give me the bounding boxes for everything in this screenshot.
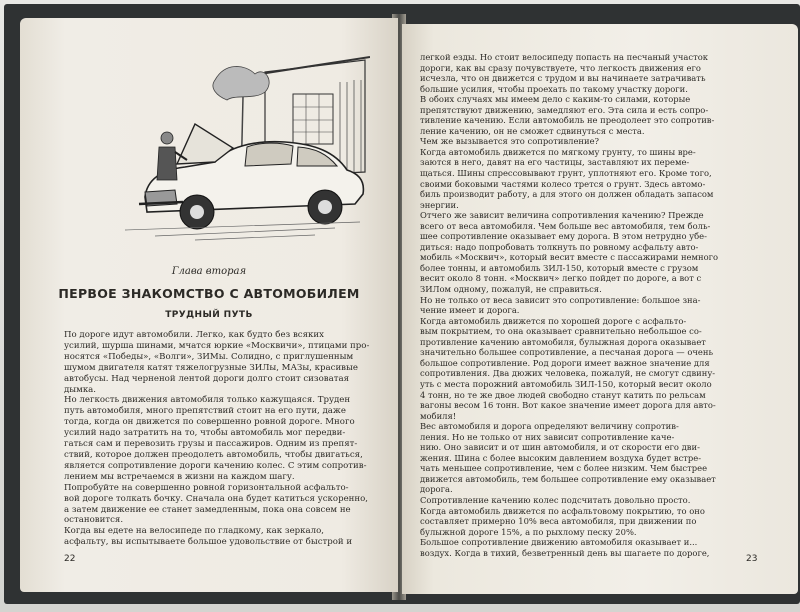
right-page-body	[420, 52, 780, 558]
text-line: более тонны, и автомобиль ЗИЛ-150, который вместе с грузом	[420, 262, 699, 273]
text-line: исчезла, что он движется с трудом и вы начинаете затрачивать	[420, 73, 706, 84]
chapter-title: ПЕРВОЕ ЗНАКОМСТВО С АВТОМОБИЛЕМ	[58, 286, 360, 301]
text-line: Попробуйте на совершенно ровной горизонтальной асфальто-	[64, 482, 349, 493]
right-page	[402, 24, 798, 594]
text-line: уть с места порожний автомобиль ЗИЛ-150, который весит около	[420, 378, 712, 389]
text-line: противление качению автомобиля, булыжная дорога оказывает	[420, 336, 706, 347]
text-line: автобусы. Над черненой лентой дороги долго стоит сизоватая	[64, 373, 350, 384]
text-line: дорога.	[420, 484, 453, 495]
text-line: Но легкость движения автомобиля только кажущаяся. Труден	[64, 395, 351, 406]
open-book	[4, 4, 800, 604]
text-line: большие усилия, чтобы проехать по такому участку дороги.	[420, 83, 688, 94]
text-line: вагоны весом 16 тонн. Вот какое значение имеет дорога для авто-	[420, 400, 716, 411]
text-line: энергии.	[420, 199, 459, 210]
text-line: путь автомобиля, много препятствий стоит на его пути, даже	[64, 406, 346, 417]
text-line: 4 тонн, но те же двое людей свободно станут катить по рельсам	[420, 389, 706, 400]
text-line: препятствуют движению, замедляют его. Эта сила и есть сопро-	[420, 104, 709, 115]
text-line: Отчего же зависит величина сопротивления качению? Прежде	[420, 210, 704, 221]
text-line: Когда автомобиль движется по мягкому грунту, то шины вре-	[420, 146, 696, 157]
text-line: Сопротивление качению колес подсчитать довольно просто.	[420, 494, 691, 505]
text-line: мобиля!	[420, 410, 457, 421]
car-illustration	[115, 52, 370, 242]
text-line: является сопротивление дороги качению колес. С этим сопротив-	[64, 460, 367, 471]
text-line: По дороге идут автомобили. Легко, как будто без всяких	[64, 330, 324, 340]
text-line: жения. Шина с более высоким давлением воздуха будет встре-	[420, 452, 702, 463]
text-line: щаться. Шины спрессовывают грунт, уплотняют его. Кроме того,	[420, 168, 712, 179]
text-line: движется автомобиль, тем большее сопротивление ему оказывает	[420, 473, 716, 484]
text-line: чение имеет и дорога.	[420, 305, 520, 316]
text-line: шее сопротивление оказывает ему дорога. В этом нетрудно убе-	[420, 231, 707, 242]
text-line: чать меньшее сопротивление, чем с более низким. Чем быстрее	[420, 463, 708, 474]
text-line: ление качению, он не сможет сдвинуться с места.	[420, 125, 645, 136]
text-line: нию. Оно зависит и от шин автомобиля, и от скорости его дви-	[420, 442, 700, 453]
text-line: ления. Но не только от них зависит сопротивление каче-	[420, 431, 675, 442]
text-line: заются в него, давят на его частицы, заставляют их переме-	[420, 157, 690, 168]
text-line: Чем же вызывается это сопротивление?	[420, 136, 600, 147]
text-line: ЗИЛом одному, пожалуй, не справиться.	[420, 284, 602, 295]
chapter-label: Глава вторая	[171, 266, 247, 277]
text-line: тогда, когда он движется по совершенно ровной дороге. Много	[64, 417, 355, 428]
text-line: значительно большее сопротивление, а песчаная дорога — очень	[420, 347, 714, 358]
text-line: сопротивления. Два дюжих человека, пожалуй, не смогут сдвину-	[420, 368, 716, 379]
text-line: Когда автомобиль движется по хорошей дороге с асфальто-	[420, 315, 687, 326]
text-line: воздух. Когда в тихий, безветренный день вы шагаете по дороге,	[420, 547, 710, 558]
text-line: дымка.	[64, 384, 97, 395]
section-title: ТРУДНЫЙ ПУТЬ	[165, 310, 253, 320]
text-line: а затем движение ее станет замедленным, пока она совсем не	[64, 504, 351, 515]
text-line: В обоих случаях мы имеем дело с каким-то силами, которые	[420, 94, 691, 105]
text-line: дороги, как вы сразу почувствуете, что легкость движения его	[420, 62, 701, 73]
page-number-left: 22	[64, 554, 76, 564]
text-line: ствий, которое должен преодолеть автомобиль, чтобы двигаться,	[64, 449, 363, 460]
text-line: Когда автомобиль движется по асфальтовому покрытию, то оно	[420, 505, 705, 516]
text-line: большое сопротивление. Род дороги имеет важное значение для	[420, 357, 710, 368]
text-line: остановится.	[64, 515, 124, 526]
text-line: Когда вы едете на велосипеде по гладкому, как зеркало,	[64, 526, 325, 537]
text-line: своими боковыми частями колесо трется о грунт. Здесь автомо-	[420, 178, 706, 189]
text-line: асфальту, вы испытываете большое удовольствие от быстрой и	[64, 537, 353, 548]
text-line: вой дороге толкать бочку. Сначала она будет катиться ускоренно,	[64, 493, 369, 504]
text-line: Но не только от веса зависит это сопротивление: большое зна-	[420, 294, 701, 305]
text-line: диться: надо попробовать толкнуть по ровному асфальту авто-	[420, 241, 699, 252]
text-line: булыжной дороге 15%, а по рыхлому песку 20%.	[420, 526, 637, 537]
text-line: усилий, шурша шинами, мчатся юркие «Москвичи», птицами про-	[64, 340, 370, 351]
left-page	[20, 18, 398, 592]
text-line: легкой езды. Но стоит велосипеду попасть на песчаный участок	[420, 52, 708, 62]
text-line: тивление качению. Если автомобиль не преодолеет это сопротив-	[420, 115, 715, 126]
text-line: мобиль «Москвич», который весит вместе с пассажирами немного	[420, 252, 719, 263]
text-line: весит около 8 тонн. «Москвич» легко пойдет по дороге, а вот с	[420, 273, 702, 284]
left-page-body	[64, 330, 388, 548]
text-line: гаться сам и перевозить грузы и пассажиров. Одним из препят-	[64, 439, 358, 450]
text-line: биль производит работу, а для этого он должен обладать запасом	[420, 189, 714, 200]
text-line: всего от веса автомобиля. Чем больше вес автомобиля, тем боль-	[420, 220, 711, 231]
text-line: лением мы встречаемся в жизни на каждом шагу.	[64, 471, 295, 482]
text-line: носятся «Победы», «Волги», ЗИМы. Солидно, с приглушенным	[64, 351, 354, 362]
text-line: вым покрытием, то она оказывает сравнительно небольшое со-	[420, 326, 702, 337]
text-line: составляет примерно 10% веса автомобиля, при движении по	[420, 516, 697, 527]
page-number-right: 23	[746, 554, 758, 564]
text-line: Вес автомобиля и дорога определяют величину сопротив-	[420, 421, 679, 432]
text-line: Большое сопротивление движению автомобиля оказывает и...	[420, 537, 698, 548]
text-line: усилий надо затратить на то, чтобы автомобиль мог передви-	[64, 428, 346, 439]
text-line: шумом двигателя катят тяжелогрузные ЗИЛы, МАЗы, красивые	[64, 362, 358, 373]
